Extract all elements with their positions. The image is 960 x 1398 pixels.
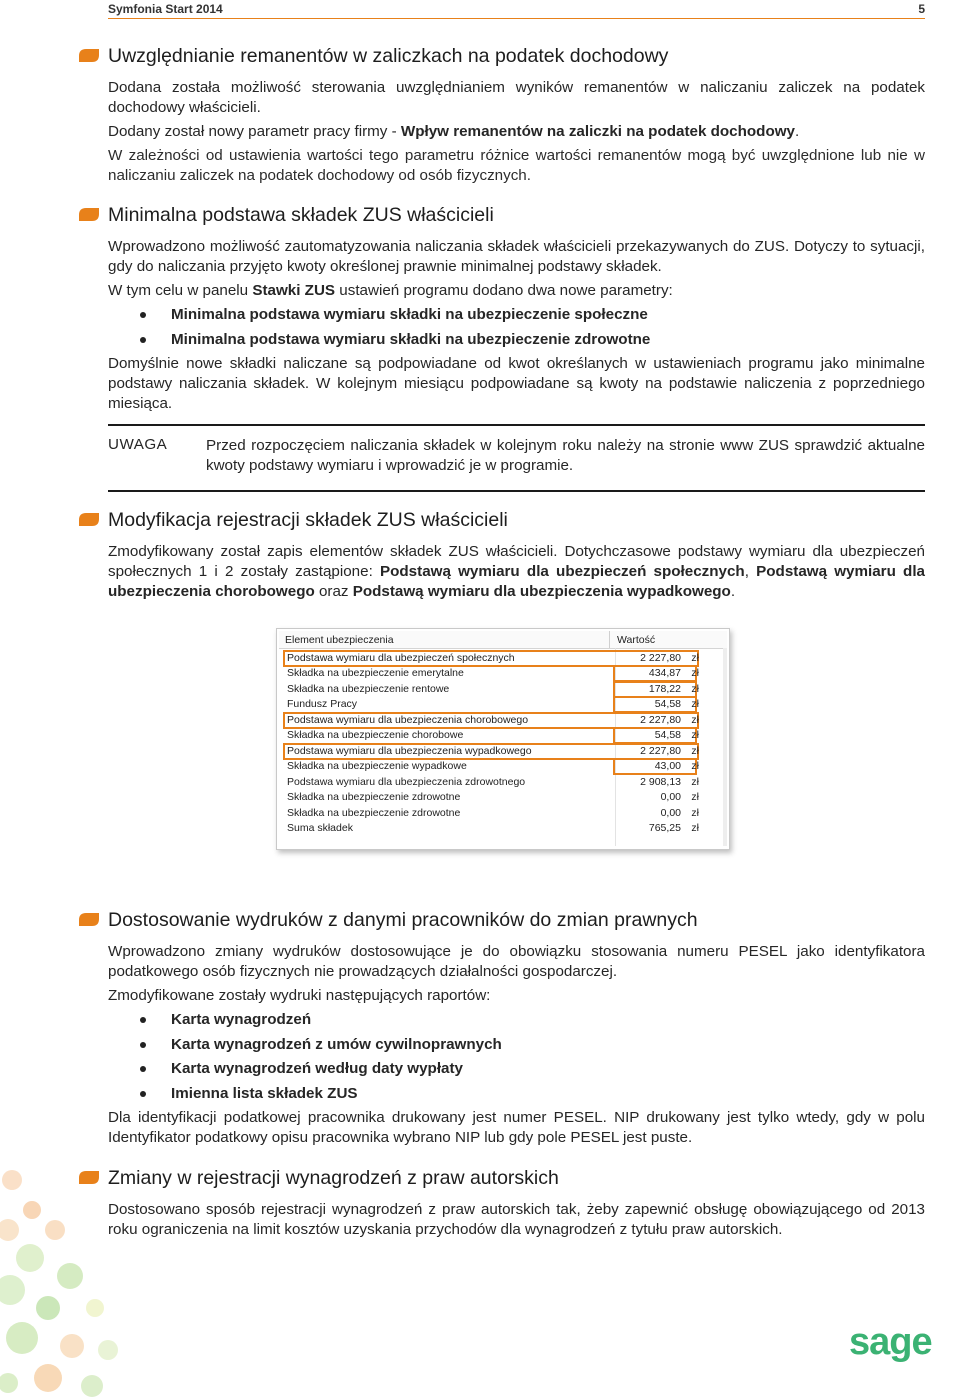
cell-element-name: Składka na ubezpieczenie rentowe: [287, 682, 450, 695]
cell-element-name: Składka na ubezpieczenie zdrowotne: [287, 791, 461, 804]
cell-value: 43,00: [654, 760, 681, 773]
cell-element-name: Podstawa wymiaru dla ubezpieczenia wypadkowego: [287, 744, 532, 757]
section-minimalna-podstawa: [108, 203, 925, 492]
cell-value: 0,00: [660, 791, 681, 804]
list-item: Minimalna podstawa wymiaru składki na ubezpieczenie zdrowotne: [108, 330, 925, 350]
cell-element-name: Podstawa wymiaru dla ubezpieczenia chorobowego: [287, 713, 529, 726]
list-item: Karta wynagrodzeń z umów cywilnoprawnych: [108, 1035, 925, 1055]
scrollbar[interactable]: [723, 648, 727, 846]
cell-unit: zł: [691, 806, 699, 819]
cell-value: 178,22: [648, 682, 681, 695]
table-row[interactable]: [281, 774, 723, 789]
table-row[interactable]: [281, 696, 723, 711]
section-heading: Minimalna podstawa składek ZUS właścicieli: [108, 203, 925, 227]
page-content: [108, 44, 925, 606]
svg-text:sage: sage: [849, 1322, 932, 1363]
cell-element-name: Suma składek: [287, 821, 353, 834]
cell-value: 54,58: [654, 729, 681, 742]
cell-element-name: Składka na ubezpieczenie chorobowe: [287, 729, 464, 742]
table-row[interactable]: [281, 681, 723, 696]
orange-bullet-icon: [79, 513, 99, 526]
cell-element-name: Składka na ubezpieczenie emerytalne: [287, 667, 464, 680]
section-modyfikacja-rejestracji: [108, 508, 925, 602]
cell-unit: zł: [691, 682, 699, 695]
table-row[interactable]: [281, 758, 723, 773]
cell-unit: zł: [691, 698, 699, 711]
document-title: Symfonia Start 2014: [108, 2, 223, 16]
column-header-element: Element ubezpieczenia: [285, 634, 394, 646]
orange-bullet-icon: [79, 49, 99, 62]
cell-unit: zł: [691, 744, 699, 757]
parameter-list: [108, 305, 925, 350]
column-header-value: Wartość: [617, 634, 656, 646]
cell-unit: zł: [691, 713, 699, 726]
cell-unit: zł: [691, 729, 699, 742]
paragraph: W zależności od ustawienia wartości tego parametru różnice wartości remanentów mogą być uwzględnione lub nie w naliczaniu zaliczek na podatek dochodowy od osób fizycznych.: [108, 147, 925, 184]
page-header: [108, 0, 925, 19]
section-heading: Dostosowanie wydruków z danymi pracowników do zmian prawnych: [108, 908, 925, 932]
paragraph: Wprowadzono możliwość zautomatyzowania naliczania składek właścicieli przekazywanych do ZUS. Dotyczy to sytuacji, gdy do naliczania przyjęto kwoty określonej prawnie minimalnej podstawy składek.: [108, 238, 925, 275]
list-item: Karta wynagrodzeń według daty wypłaty: [108, 1059, 925, 1079]
cell-value: 2 227,80: [640, 652, 681, 664]
paragraph: Zmodyfikowany został zapis elementów składek ZUS właścicieli. Dotychczasowe podstawy wymiaru dla ubezpieczeń społecznych 1 i 2 zostały zastąpione: Podstawą wymiaru dla ubezpieczeń społecznych, Podstawą wymiaru dla ubezpieczenia chorobowego oraz Podstawą wymiaru dla ubezpieczenia wypadkowego.: [108, 543, 925, 600]
cell-unit: zł: [691, 667, 699, 680]
table-row[interactable]: [281, 789, 723, 804]
table-row[interactable]: [281, 727, 723, 742]
paragraph: W tym celu w panelu Stawki ZUS ustawień programu dodano dwa nowe parametry:: [108, 282, 673, 299]
table-row[interactable]: [281, 665, 723, 680]
cell-unit: zł: [691, 652, 699, 664]
page-content-lower: [108, 908, 925, 1244]
orange-bullet-icon: [79, 913, 99, 926]
cell-value: 765,25: [648, 821, 681, 834]
section-remanenty: [108, 44, 925, 186]
table-row[interactable]: [281, 820, 723, 835]
report-list: [108, 1010, 925, 1104]
table-header: [279, 631, 727, 649]
table-row[interactable]: [281, 650, 723, 665]
section-wydruki: [108, 908, 925, 1148]
cell-unit: zł: [691, 791, 699, 804]
list-item: Minimalna podstawa wymiaru składki na ubezpieczenie społeczne: [108, 305, 925, 325]
paragraph: Dodany został nowy parametr pracy firmy - Wpływ remanentów na zaliczki na podatek dochodowy.: [108, 123, 800, 140]
section-heading: Zmiany w rejestracji wynagrodzeń z praw autorskich: [108, 1166, 925, 1190]
cell-element-name: Podstawa wymiaru dla ubezpieczeń społecznych: [287, 652, 515, 664]
table-row[interactable]: [281, 712, 723, 727]
section-heading: Uwzględnianie remanentów w zaliczkach na podatek dochodowy: [108, 44, 925, 68]
insurance-elements-table: [276, 628, 730, 850]
cell-value: 0,00: [660, 806, 681, 819]
cell-value: 2 908,13: [640, 775, 681, 788]
section-prawa-autorskie: [108, 1166, 925, 1240]
cell-unit: zł: [691, 821, 699, 834]
sage-logo: [847, 1322, 942, 1366]
list-item: Karta wynagrodzeń: [108, 1010, 925, 1030]
cell-element-name: Fundusz Pracy: [287, 698, 358, 711]
cell-unit: zł: [691, 760, 699, 773]
list-item: Imienna lista składek ZUS: [108, 1084, 925, 1104]
decorative-circles-graphic: [0, 1168, 130, 1398]
paragraph: Zmodyfikowane zostały wydruki następujących raportów:: [108, 987, 491, 1004]
cell-element-name: Podstawa wymiaru dla ubezpieczenia zdrowotnego: [287, 775, 526, 788]
cell-value: 2 227,80: [640, 744, 681, 757]
paragraph: Domyślnie nowe składki naliczane są podpowiadane od kwot określanych w ustawieniach programu jako minimalne podstawy naliczania składek. W kolejnym miesiącu podpowiadane są kwoty na podstawie naliczenia z poprzedniego miesiąca.: [108, 355, 925, 412]
table-row[interactable]: [281, 805, 723, 820]
note-label: UWAGA: [108, 436, 168, 453]
warning-note: [108, 424, 925, 492]
orange-bullet-icon: [79, 208, 99, 221]
cell-unit: zł: [691, 775, 699, 788]
cell-value: 54,58: [654, 698, 681, 711]
cell-value: 434,87: [648, 667, 681, 680]
cell-element-name: Składka na ubezpieczenie zdrowotne: [287, 806, 461, 819]
section-heading: Modyfikacja rejestracji składek ZUS właścicieli: [108, 508, 925, 532]
cell-element-name: Składka na ubezpieczenie wypadkowe: [287, 760, 467, 773]
cell-value: 2 227,80: [640, 713, 681, 726]
table-row[interactable]: [281, 743, 723, 758]
page-number: 5: [918, 2, 925, 16]
paragraph: Dodana została możliwość sterowania uwzględnianiem wyników remanentów w naliczaniu zaliczek na podatek dochodowy właścicieli.: [108, 79, 925, 116]
paragraph: Wprowadzono zmiany wydruków dostosowujące je do obowiązku stosowania numeru PESEL jako identyfikatora podatkowego osób fizycznych nie prowadzących działalności gospodarczej.: [108, 943, 925, 980]
note-text: Przed rozpoczęciem naliczania składek w kolejnym roku należy na stronie www ZUS sprawdzić aktualne kwoty podstawy wymiaru i wprowadzić je w programie.: [206, 437, 925, 474]
paragraph: Dla identyfikacji podatkowej pracownika drukowany jest numer PESEL. NIP drukowany jest tylko wtedy, gdy w polu Identyfikator podatkowy opisu pracownika wybrano NIP lub gdy pole PESEL jest puste.: [108, 1109, 925, 1146]
paragraph: Dostosowano sposób rejestracji wynagrodzeń z praw autorskich tak, żeby zapewnić obsługę obowiązującego od 2013 roku ograniczenia na limit kosztów uzyskania przychodów dla wynagrodzeń z tytułu praw autorskich.: [108, 1201, 925, 1238]
